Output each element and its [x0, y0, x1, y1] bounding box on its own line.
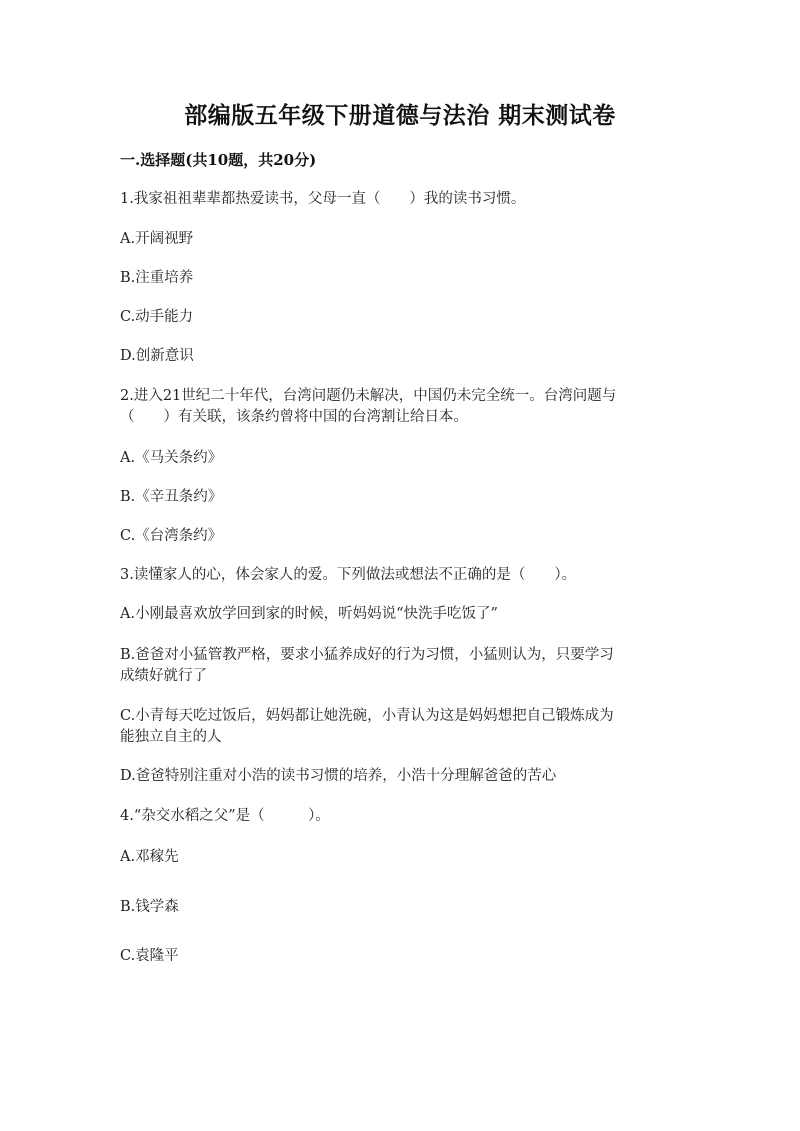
question-4-option-a: A.邓稼先 — [120, 849, 179, 865]
question-2-option-c: C.《台湾条约》 — [120, 528, 223, 544]
question-4-option-c: C.袁隆平 — [120, 948, 179, 964]
question-1-option-b: B.注重培养 — [120, 270, 194, 286]
question-3-option-d: D.爸爸特别注重对小浩的读书习惯的培养，小浩十分理解爸爸的苦心 — [120, 768, 557, 784]
question-2-option-a: A.《马关条约》 — [120, 450, 223, 466]
exam-title: 部编版五年级下册道德与法治 期末测试卷 — [184, 102, 616, 129]
question-2-stem-line-2: （ ）有关联，该条约曾将中国的台湾割让给日本。 — [120, 409, 468, 425]
question-4-stem: 4.“杂交水稻之父”是（ ）。 — [120, 808, 330, 824]
question-3-option-c-line-2: 能独立自主的人 — [120, 729, 222, 745]
question-3-stem: 3.读懂家人的心，体会家人的爱。下列做法或想法不正确的是（ ）。 — [120, 567, 577, 583]
section-heading: 一.选择题(共10题，共20分) — [120, 151, 317, 169]
question-2-option-b: B.《辛丑条约》 — [120, 489, 223, 505]
question-1-option-d: D.创新意识 — [120, 348, 194, 364]
question-2-stem-line-1: 2.进入21世纪二十年代，台湾问题仍未解决，中国仍未完全统一。台湾问题与 — [120, 388, 617, 404]
question-4-option-b: B.钱学森 — [120, 899, 179, 915]
question-3-option-b-line-1: B.爸爸对小猛管教严格，要求小猛养成好的行为习惯，小猛则认为，只要学习 — [120, 647, 614, 663]
question-3-option-c-line-1: C.小青每天吃过饭后，妈妈都让她洗碗，小青认为这是妈妈想把自己锻炼成为 — [120, 708, 614, 724]
question-1-option-c: C.动手能力 — [120, 309, 194, 325]
question-1-stem: 1.我家祖祖辈辈都热爱读书，父母一直（ ）我的读书习惯。 — [120, 191, 526, 207]
question-3-option-a: A.小刚最喜欢放学回到家的时候，听妈妈说“快洗手吃饭了” — [120, 606, 498, 622]
question-3-option-b-line-2: 成绩好就行了 — [120, 668, 207, 684]
question-1-option-a: A.开阔视野 — [120, 231, 194, 247]
